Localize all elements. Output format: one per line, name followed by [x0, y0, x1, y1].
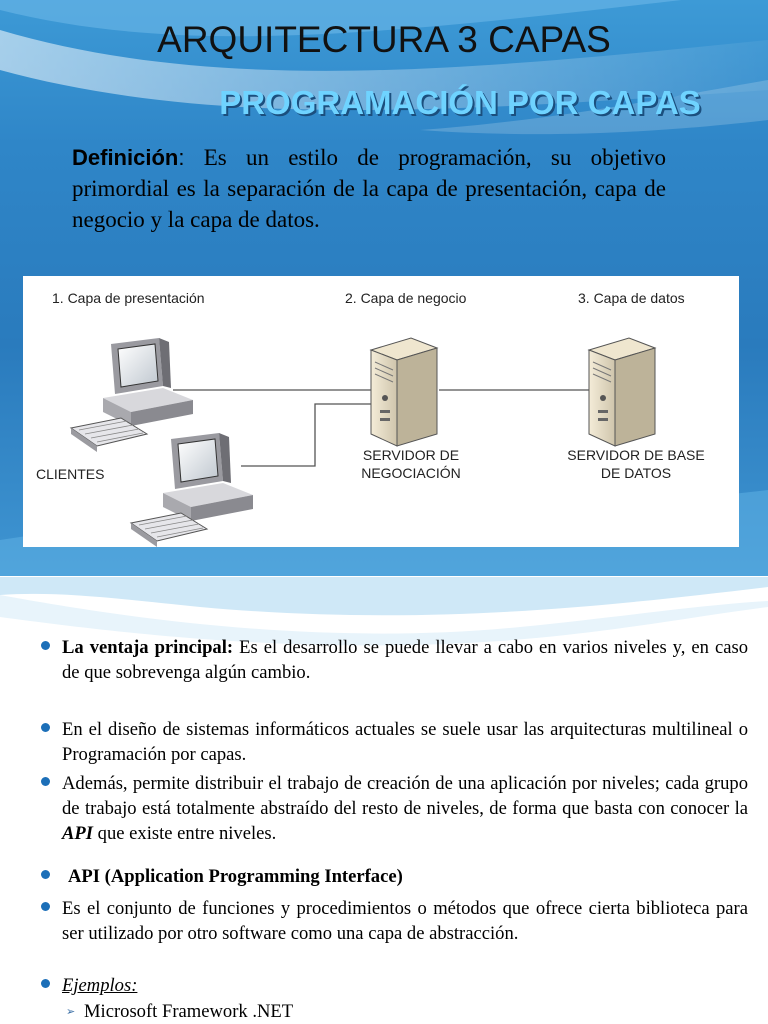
paragraph-examples: [62, 973, 748, 998]
layer1-label: 1. Capa de presentación: [52, 290, 205, 306]
slide-details: [0, 577, 768, 1024]
desktop-computer-icon: [71, 338, 193, 452]
paragraph-api-definition: Es el conjunto de funciones y procedimientos o métodos que ofrece cierta biblioteca para ser utilizado por otro software como una capa de abstracción.: [62, 898, 748, 944]
paragraph-design: En el diseño de sistemas informáticos actuales se suele usar las arquitecturas multilineal o Programación por capas.: [62, 719, 748, 765]
bullet-dot-icon: [41, 870, 50, 879]
bullet-dot-icon: [41, 979, 50, 988]
diagram-graphics: [23, 276, 739, 547]
desktop-computer-icon: [131, 433, 253, 547]
business-server-label-line1: SERVIDOR DE: [362, 447, 460, 463]
distribution-text-b: que existe entre niveles.: [93, 823, 277, 844]
three-tier-diagram: [23, 276, 739, 547]
arrow-bullet-icon: ➢: [66, 1005, 76, 1018]
slide-subtitle: PROGRAMACIÓN POR CAPAS: [219, 84, 701, 121]
definition-colon: :: [178, 145, 185, 170]
tower-server-icon: [371, 338, 437, 446]
bullet-dot-icon: [41, 723, 50, 732]
paragraph-api-heading: [68, 864, 748, 889]
definition-paragraph: [72, 142, 666, 235]
slide-title: ARQUITECTURA 3 CAPAS: [157, 19, 611, 60]
api-term: API: [62, 823, 93, 844]
advantage-text: Es el desarrollo se puede llevar a cabo en varios niveles y, en caso de que sobrevenga algún cambio.: [62, 637, 748, 683]
api-heading: API (Application Programming Interface): [68, 866, 403, 887]
bullet-dot-icon: [41, 902, 50, 911]
example-item-net: Microsoft Framework .NET: [84, 1001, 294, 1022]
clients-label: CLIENTES: [36, 466, 105, 482]
business-server-label-line2: NEGOCIACIÓN: [361, 465, 461, 481]
tower-server-icon: [589, 338, 655, 446]
link-client2-server: [241, 404, 371, 466]
paragraph-advantage: [62, 635, 748, 685]
db-server-label-line1: SERVIDOR DE BASE: [567, 447, 705, 463]
distribution-text-a: Además, permite distribuir el trabajo de creación de una aplicación por niveles; cada grupo de trabajo está totalmente abstraído del resto de niveles, de forma que basta con conocer la: [62, 773, 748, 819]
definition-term: Definición: [72, 145, 179, 170]
definition-text: Es un estilo de programación, su objetivo primordial es la separación de la capa de presentación, capa de negocio y la capa de datos.: [72, 145, 666, 232]
layer3-label: 3. Capa de datos: [578, 290, 685, 306]
bullet-dot-icon: [41, 777, 50, 786]
advantage-lead: La ventaja principal:: [62, 637, 234, 658]
layer2-label: 2. Capa de negocio: [345, 290, 467, 306]
paragraph-distribution: [62, 771, 748, 846]
examples-label: Ejemplos:: [62, 975, 138, 996]
db-server-label-line2: DE DATOS: [600, 465, 672, 481]
bullet-dot-icon: [41, 641, 50, 650]
